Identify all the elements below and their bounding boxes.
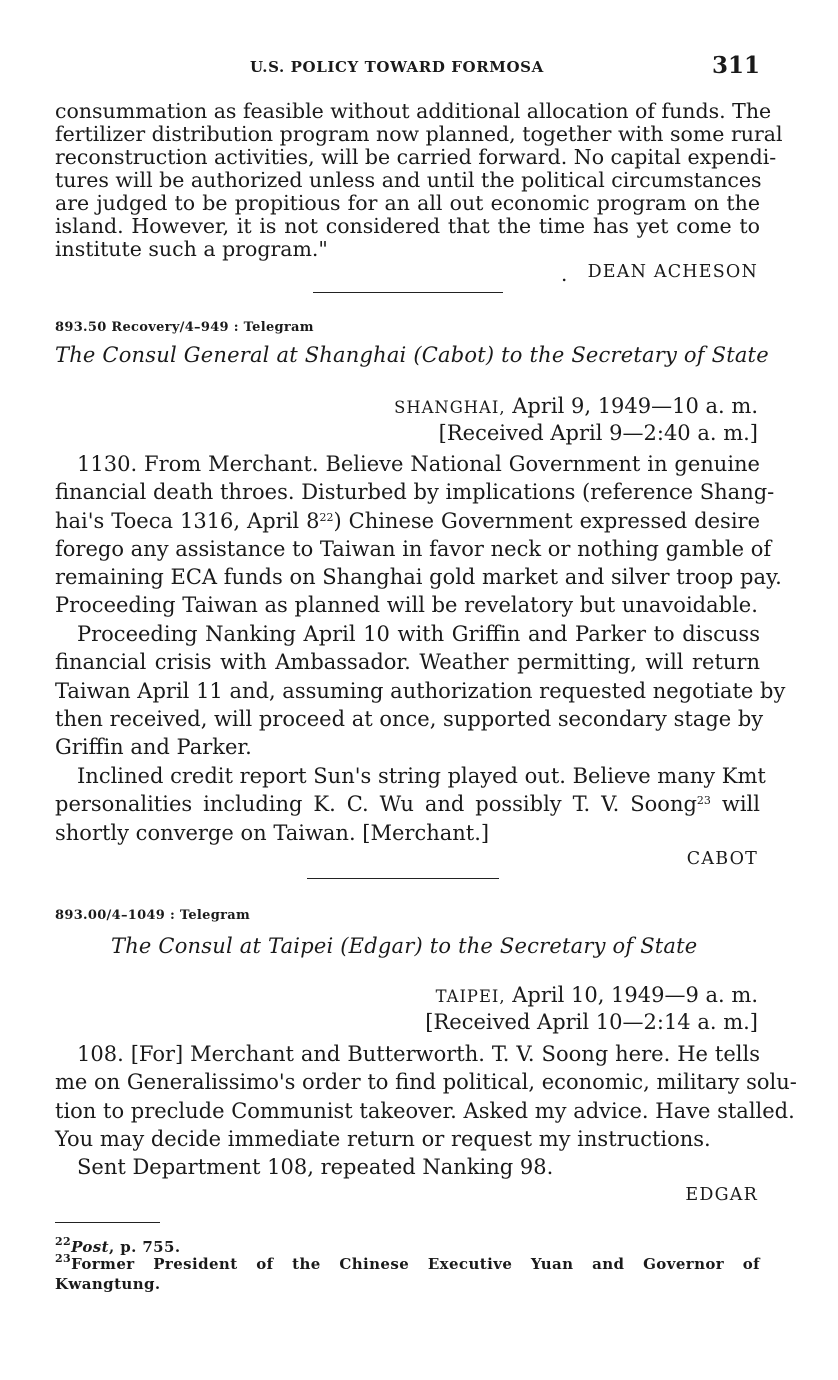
- page-number: 311: [711, 52, 760, 79]
- text-line: financial crisis with Ambassador. Weather permitting, will return: [55, 650, 760, 675]
- file-reference: 893.00/4–1049 : Telegram: [55, 908, 251, 923]
- text-line: 1130. From Merchant. Believe National Government in genuine: [77, 452, 760, 476]
- signature-dot: .: [561, 262, 568, 286]
- dateline: TAIPEI, April 10, 1949—9 a. m.: [435, 983, 758, 1007]
- text-line: hai's Toeca 1316, April $8^{22}$) Chinese Government expressed desire: [55, 508, 760, 533]
- file-reference: 893.50 Recovery/4–949 : Telegram: [55, 320, 314, 335]
- text-line: Proceeding Taiwan as planned will be revelatory but unavoidable.: [55, 593, 758, 618]
- text-line: fertilizer distribution program now planned, together with some rural: [55, 122, 783, 146]
- text-line: tion to preclude Communist takeover. Asked my advice. Have stalled.: [55, 1098, 795, 1123]
- text-line: remaining ECA funds on Shanghai gold market and silver troop pay.: [55, 565, 782, 590]
- signature-acheson: DEAN ACHESON: [587, 262, 758, 282]
- text-line: are judged to be propitious for an all out economic program on the: [55, 191, 760, 215]
- received-line: [Received April 9—2:40 a. m.]: [438, 421, 758, 445]
- continuation-paragraph: [55, 99, 783, 261]
- dateline: SHANGHAI, April 9, 1949—10 a. m.: [394, 394, 758, 418]
- footnote-23-cont: Kwangtung.: [55, 1275, 161, 1293]
- footnote-22: $^{22}$Post, p. 755.: [55, 1235, 181, 1256]
- text-line: Griffin and Parker.: [55, 735, 252, 760]
- text-line: me on Generalissimo's order to find political, economic, military solu-: [55, 1070, 797, 1095]
- telegram-paragraph: [55, 450, 782, 620]
- text-line: institute such a program.": [55, 237, 328, 261]
- section-divider: [313, 292, 503, 293]
- telegram-paragraph: [55, 762, 766, 847]
- text-line: forego any assistance to Taiwan in favor neck or nothing gamble of: [55, 536, 772, 561]
- text-line: 108. [For] Merchant and Butterworth. T. V. Soong here. He tells: [77, 1042, 760, 1066]
- text-line: financial death throes. Disturbed by implications (reference Shang-: [55, 480, 775, 505]
- text-line: Inclined credit report Sun's string played out. Believe many Kmt: [77, 764, 766, 788]
- document-title: The Consul at Taipei (Edgar) to the Secretary of State: [111, 934, 698, 958]
- footnote-divider: [55, 1222, 160, 1223]
- signature-cabot: CABOT: [686, 849, 758, 869]
- telegram-paragraph: [55, 1040, 797, 1181]
- document-title: The Consul General at Shanghai (Cabot) to the Secretary of State: [55, 343, 769, 367]
- footnote-23: $^{23}$Former President of the Chinese Executive Yuan and Governor of: [55, 1252, 760, 1273]
- text-line: personalities including K. C. Wu and possibly T. V. Soong$^{23}$ will: [55, 792, 760, 817]
- running-header: U.S. POLICY TOWARD FORMOSA: [250, 58, 544, 76]
- footnote-ref[interactable]: 22: [319, 510, 334, 524]
- text-line: consummation as feasible without additional allocation of funds. The: [55, 99, 772, 123]
- telegram-paragraph: [55, 620, 786, 761]
- text-line: Sent Department 108, repeated Nanking 98.: [77, 1155, 554, 1180]
- section-divider: [307, 878, 499, 879]
- signature-edgar: EDGAR: [685, 1185, 758, 1205]
- text-line: tures will be authorized unless and until the political circumstances: [55, 168, 762, 192]
- text-line: then received, will proceed at once, supported secondary stage by: [55, 706, 764, 731]
- text-line: You may decide immediate return or request my instructions.: [55, 1126, 711, 1151]
- text-line: reconstruction activities, will be carried forward. No capital expendi-: [55, 145, 777, 169]
- text-line: Taiwan April 11 and, assuming authorization requested negotiate by: [55, 678, 786, 703]
- text-line: shortly converge on Taiwan. [Merchant.]: [55, 820, 490, 845]
- footnote-ref[interactable]: 23: [696, 794, 711, 808]
- received-line: [Received April 10—2:14 a. m.]: [425, 1010, 758, 1034]
- text-line: island. However, it is not considered that the time has yet come to: [55, 214, 760, 238]
- text-line: Proceeding Nanking April 10 with Griffin and Parker to discuss: [77, 622, 760, 646]
